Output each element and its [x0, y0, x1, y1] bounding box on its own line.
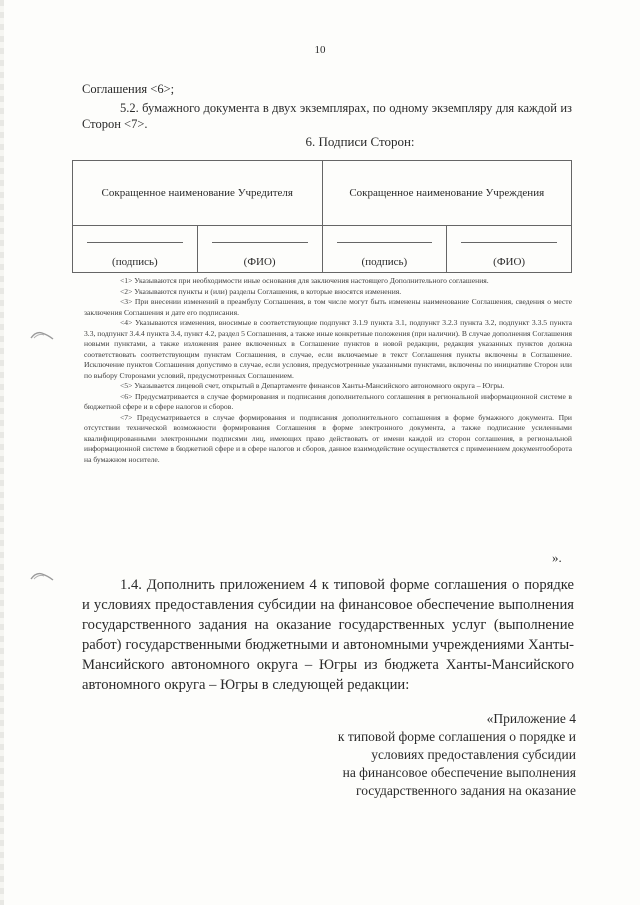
signature-caption: (подпись): [112, 256, 158, 268]
appendix-header-line: условиях предоставления субсидии: [371, 747, 576, 762]
footnote-6: <6> Предусматривается в случае формирования и подписания дополнительного соглашения в региональной информационной системе в бюджетной сфере и в сфере налогов и сборов.: [84, 391, 572, 411]
founder-header: Сокращенное наименование Учредителя: [73, 161, 323, 226]
name-cell-founder: [197, 226, 322, 273]
paragraph-1-4: 1.4. Дополнить приложением 4 к типовой форме соглашения о порядке и условиях предоставления субсидии на финансовое обеспечение выполнения государственного задания на оказание государственных услуг (выполнение работ) государственными бюджетными и автономными учреждениями Ханты-Мансийского автономного округа – Югры из бюджета Ханты-Мансийского автономного округа – Югры в следующей редакции:: [82, 577, 574, 693]
scan-edge: [0, 0, 4, 905]
closing-quote: ».: [552, 550, 562, 565]
paragraph-agreement-ref: Соглашения <6>;: [82, 82, 175, 96]
name-caption: (ФИО): [493, 256, 526, 268]
signature-line: [87, 242, 183, 243]
appendix-header: [270, 710, 576, 800]
scan-artifact-mark: [30, 571, 54, 581]
paragraph-5-2: 5.2. бумажного документа в двух экземплярах, по одному экземпляру для каждой из Сторон <7>.: [82, 101, 572, 131]
name-cell-institution: [447, 226, 572, 273]
appendix-header-line: «Приложение 4: [486, 711, 576, 726]
appendix-header-line: к типовой форме соглашения о порядке и: [337, 729, 576, 744]
name-caption: (ФИО): [243, 256, 276, 268]
signature-caption: (подпись): [361, 256, 408, 268]
footnote-3: <3> При внесении изменений в преамбулу Соглашения, в том числе могут быть изменены наименование Соглашения, сведения о месте заключения Соглашения и дате его подписания.: [84, 297, 572, 317]
signature-cell-founder: [73, 226, 198, 273]
section-title-signatures: 6. Подписи Сторон:: [305, 134, 415, 149]
footnote-5: <5> Указывается лицевой счет, открытый в Департаменте финансов Ханты-Мансийского автономного округа – Югры.: [120, 381, 505, 390]
appendix-header-line: государственного задания на оказание: [356, 783, 576, 798]
footnote-7: <7> Предусматривается в случае формирования и подписания дополнительного соглашения в форме бумажного документа. При отсутствии технической возможности формирования Соглашения в форме электронного документа, а также подписание усиленными квалифицированными электронными подписями лиц, имеющих право действовать от имени каждой из сторон соглашения, в региональной информационной системе в бюджетной сфере и в сфере налогов и сборов, данное взаимодействие осуществляется с применением документооборота на бумажном носителе.: [84, 412, 572, 464]
signature-line: [337, 242, 433, 243]
signature-cell-institution: [322, 226, 447, 273]
institution-header: Сокращенное наименование Учреждения: [322, 161, 572, 226]
footnote-2: <2> Указываются пункты и (или) разделы Соглашения, в которые вносятся изменения.: [120, 286, 402, 296]
signature-table: [72, 160, 572, 273]
page-number: 10: [314, 44, 326, 56]
footnotes: [84, 276, 572, 465]
name-line: [212, 242, 308, 243]
footnote-1: <1> Указываются при необходимости иные основания для заключения настоящего Дополнительного соглашения.: [120, 276, 489, 285]
appendix-header-line: на финансовое обеспечение выполнения: [342, 765, 576, 780]
scan-artifact-mark: [30, 330, 54, 340]
footnote-4: <4> Указываются изменения, вносимые в соответствующие подпункт 3.1.9 пункта 3.1, подпункт 3.2.3 пункта 3.2, подпункт 3.3.5 пункта 3.3, подпункт 3.4.4 пункта 3.4, пункт 4.2, раздел 5 Соглашения, а также иные конкретные положения (при наличии). В случае дополнения Соглашения новыми пунктами, а также изложения ранее включенных в Соглашение пунктов в новой редакции, редакция указанных пунктов должна соответствовать соответствующим пунктам Соглашения, в случае, если включаемые в текст Соглашения пункты включены в Соглашение. Исключение пунктов Соглашения допустимо в случае, если условия, предусмотренные указанными пунктами, включены по инициативе Сторон или по выбору Сторонами условий, предусмотренных Соглашением.: [84, 318, 572, 380]
name-line: [461, 242, 557, 243]
